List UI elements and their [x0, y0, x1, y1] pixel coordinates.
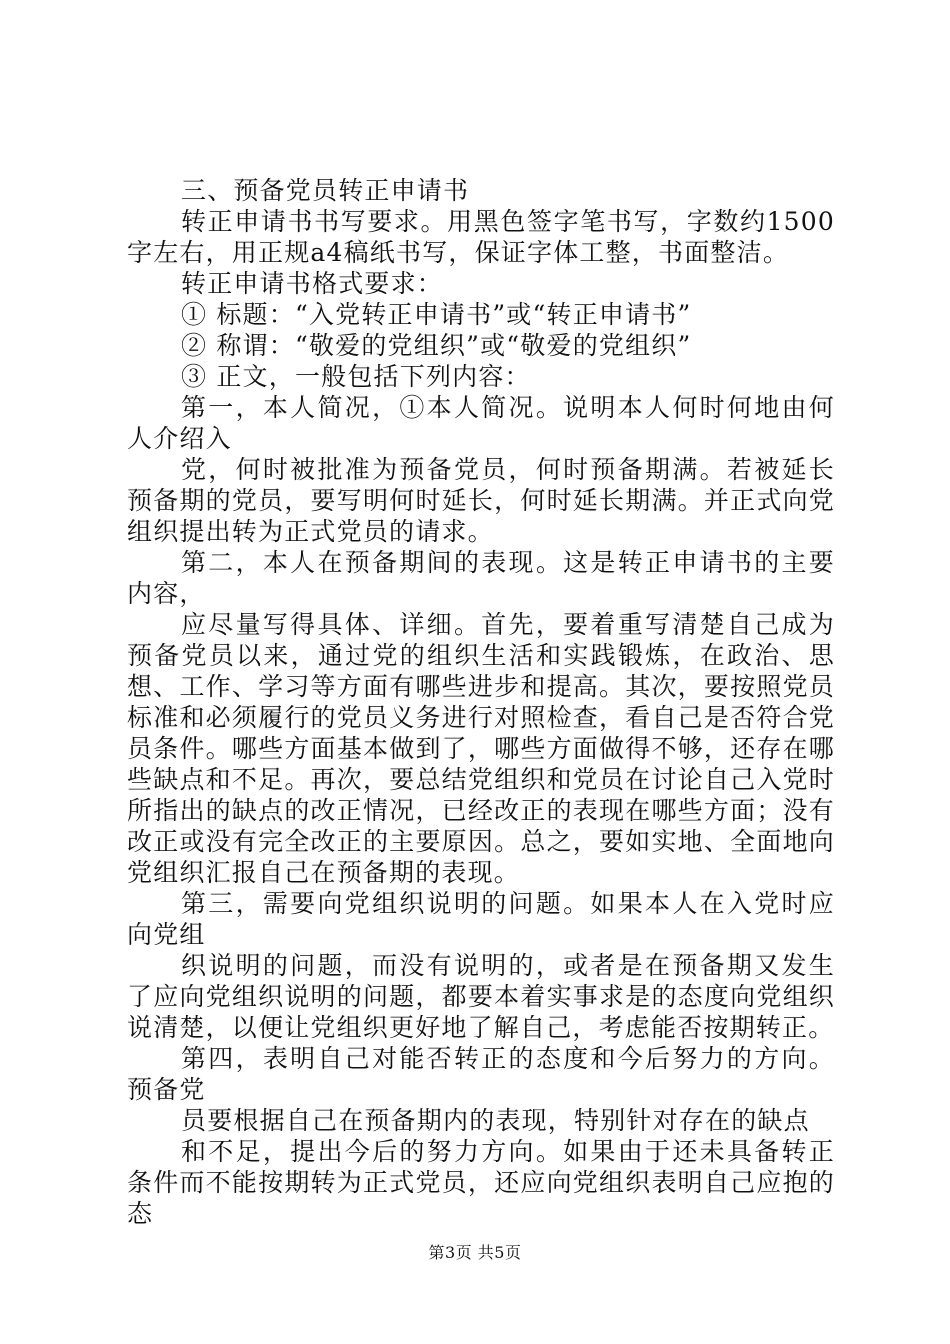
paragraph-fourth-point-continued: 员要根据自己在预备期内的表现，特别针对存在的缺点 — [181, 1106, 810, 1135]
list-item-title: ① 标题：“入党转正申请书”或“转正申请书” — [181, 300, 692, 329]
paragraph-second-point-continued: 应尽量写得具体、详细。首先，要着重写清楚自己成为预备党员以来，通过党的组织生活和实践锻炼，在政治、思想、工作、学习等方面有哪些进步和提高。其次，要按照党员标准和必须履行的党员义务进行对照检查，看自己是否符合党员条件。哪些方面基本做到了，哪些方面做得不够，还存在哪些缺点和不足。再次，要总结党组织和党员在讨论自己入党时所指出的缺点的改正情况，已经改正的表现在哪些方面；没有改正或没有完全改正的主要原因。总之，要如实地、全面地向党组织汇报自己在预备期的表现。 — [127, 610, 835, 887]
list-item-salutation: ② 称谓：“敬爱的党组织”或“敬爱的党组织” — [181, 331, 692, 360]
paragraph-third-point-continued: 织说明的问题，而没有说明的，或者是在预备期又发生了应向党组织说明的问题，都要本着实事求是的态度向党组织说清楚，以便让党组织更好地了解自己，考虑能否按期转正。 — [127, 951, 835, 1042]
paragraph-first-point-continued: 党，何时被批准为预备党员，何时预备期满。若被延长预备期的党员，要写明何时延长，何时延长期满。并正式向党组织提出转为正式党员的请求。 — [127, 455, 835, 546]
list-item-body: ③ 正文，一般包括下列内容： — [181, 362, 531, 391]
section-heading: 三、预备党员转正申请书 — [181, 176, 470, 205]
paragraph-third-point: 第三，需要向党组织说明的问题。如果本人在入党时应向党组 — [127, 889, 835, 949]
paragraph-fourth-point: 第四，表明自己对能否转正的态度和今后努力的方向。预备党 — [127, 1044, 835, 1104]
paragraph-writing-requirements: 转正申请书书写要求。用黑色签字笔书写，字数约1500字左右，用正规a4稿纸书写，保证字体工整，书面整洁。 — [127, 207, 835, 267]
page-number: 第3页 共5页 — [428, 1243, 522, 1262]
paragraph-format-requirements: 转正申请书格式要求： — [181, 269, 444, 298]
paragraph-first-point: 第一，本人简况，①本人简况。说明本人何时何地由何人介绍入 — [127, 393, 835, 453]
document-body — [127, 175, 835, 1229]
paragraph-second-point: 第二，本人在预备期间的表现。这是转正申请书的主要内容， — [127, 548, 835, 608]
paragraph-fourth-point-final: 和不足，提出今后的努力方向。如果由于还未具备转正条件而不能按期转为正式党员，还应向党组织表明自己应抱的态 — [127, 1137, 835, 1228]
page-footer — [0, 1243, 950, 1263]
